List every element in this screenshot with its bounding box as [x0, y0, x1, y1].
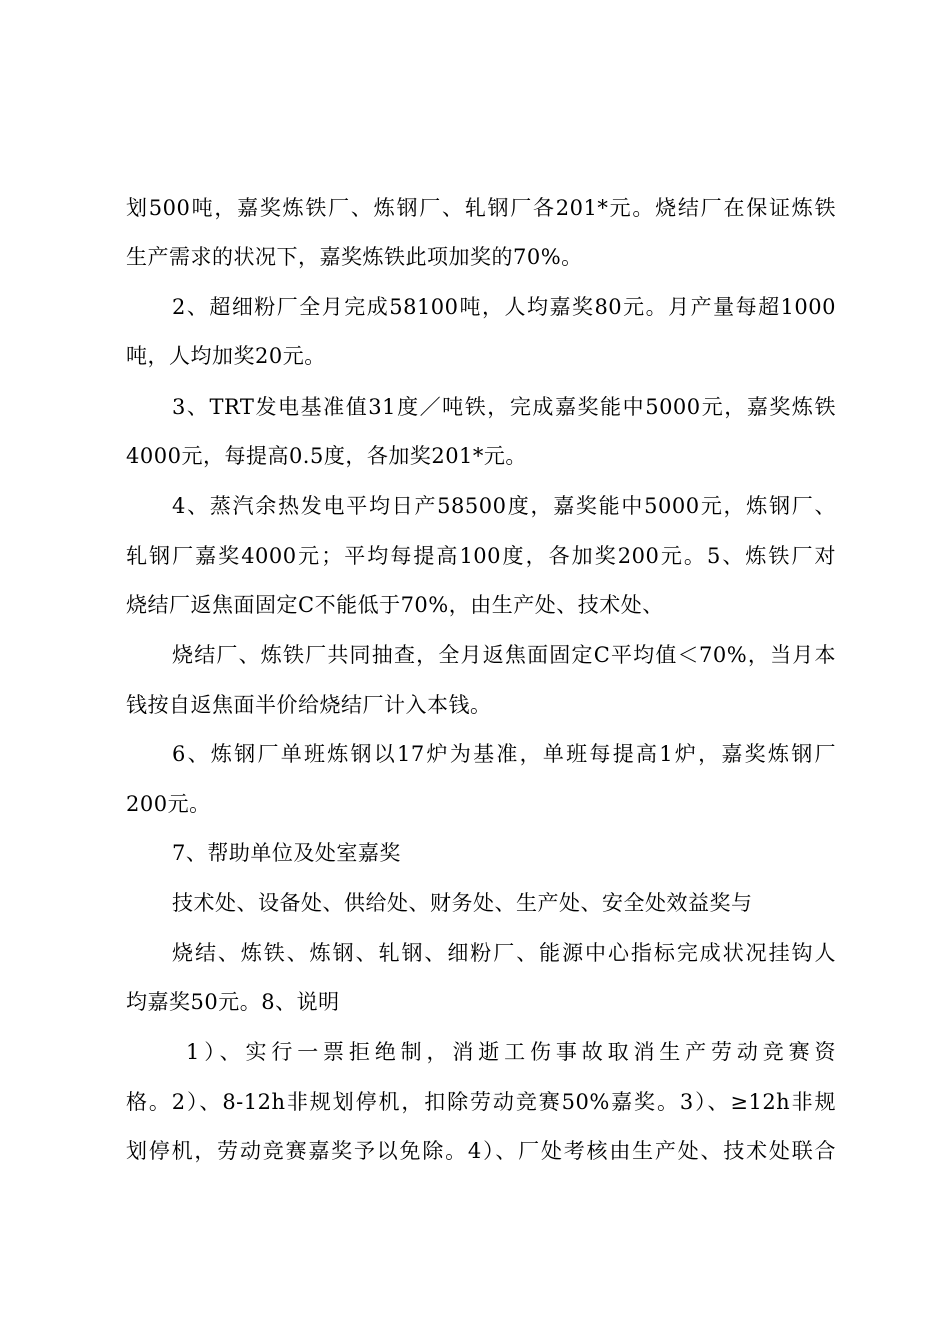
text-line: 7、帮助单位及处室嘉奖: [172, 841, 401, 865]
text-line: 4、蒸汽余热发电平均日产58500度，嘉奖能中5000元，炼钢厂、: [172, 494, 836, 518]
text-line: 200元。: [126, 792, 211, 816]
text-line: 轧钢厂嘉奖4000元；平均每提高100度，各加奖200元。5、炼铁厂对: [126, 544, 836, 568]
text-line: 2、超细粉厂全月完成58100吨，人均嘉奖80元。月产量每超1000: [172, 295, 836, 319]
text-line: 烧结、炼铁、炼钢、轧钢、细粉厂、能源中心指标完成状况挂钩人: [172, 941, 836, 965]
text-line: 钱按自返焦面半价给烧结厂计入本钱。: [126, 693, 492, 717]
text-line: 划停机，劳动竞赛嘉奖予以免除。4）、厂处考核由生产处、技术处联合: [126, 1139, 836, 1163]
text-line: 格。2）、8-12h非规划停机，扣除劳动竞赛50%嘉奖。3）、≥12h非规: [126, 1090, 836, 1114]
text-line: 技术处、设备处、供给处、财务处、生产处、安全处效益奖与: [172, 891, 753, 915]
text-line: 均嘉奖50元。8、说明: [126, 990, 340, 1014]
text-line: 划500吨，嘉奖炼铁厂、炼钢厂、轧钢厂各201*元。烧结厂在保证炼铁: [126, 196, 836, 220]
text-line: 4000元，每提高0.5度，各加奖201*元。: [126, 444, 527, 468]
text-line: 烧结厂、炼铁厂共同抽查，全月返焦面固定C平均值＜70%，当月本: [172, 643, 836, 667]
text-line: 3、TRT发电基准值31度／吨铁，完成嘉奖能中5000元，嘉奖炼铁: [172, 395, 836, 419]
text-line: 生产需求的状况下，嘉奖炼铁此项加奖的70%。: [126, 245, 583, 269]
text-line: 1）、实行一票拒绝制，消逝工伤事故取消生产劳动竞赛资: [186, 1040, 836, 1064]
text-line: 吨，人均加奖20元。: [126, 344, 326, 368]
text-line: 6、炼钢厂单班炼钢以17炉为基准，单班每提高1炉，嘉奖炼钢厂: [172, 742, 836, 766]
text-line: 烧结厂返焦面固定C不能低于70%，由生产处、技术处、: [126, 593, 664, 617]
